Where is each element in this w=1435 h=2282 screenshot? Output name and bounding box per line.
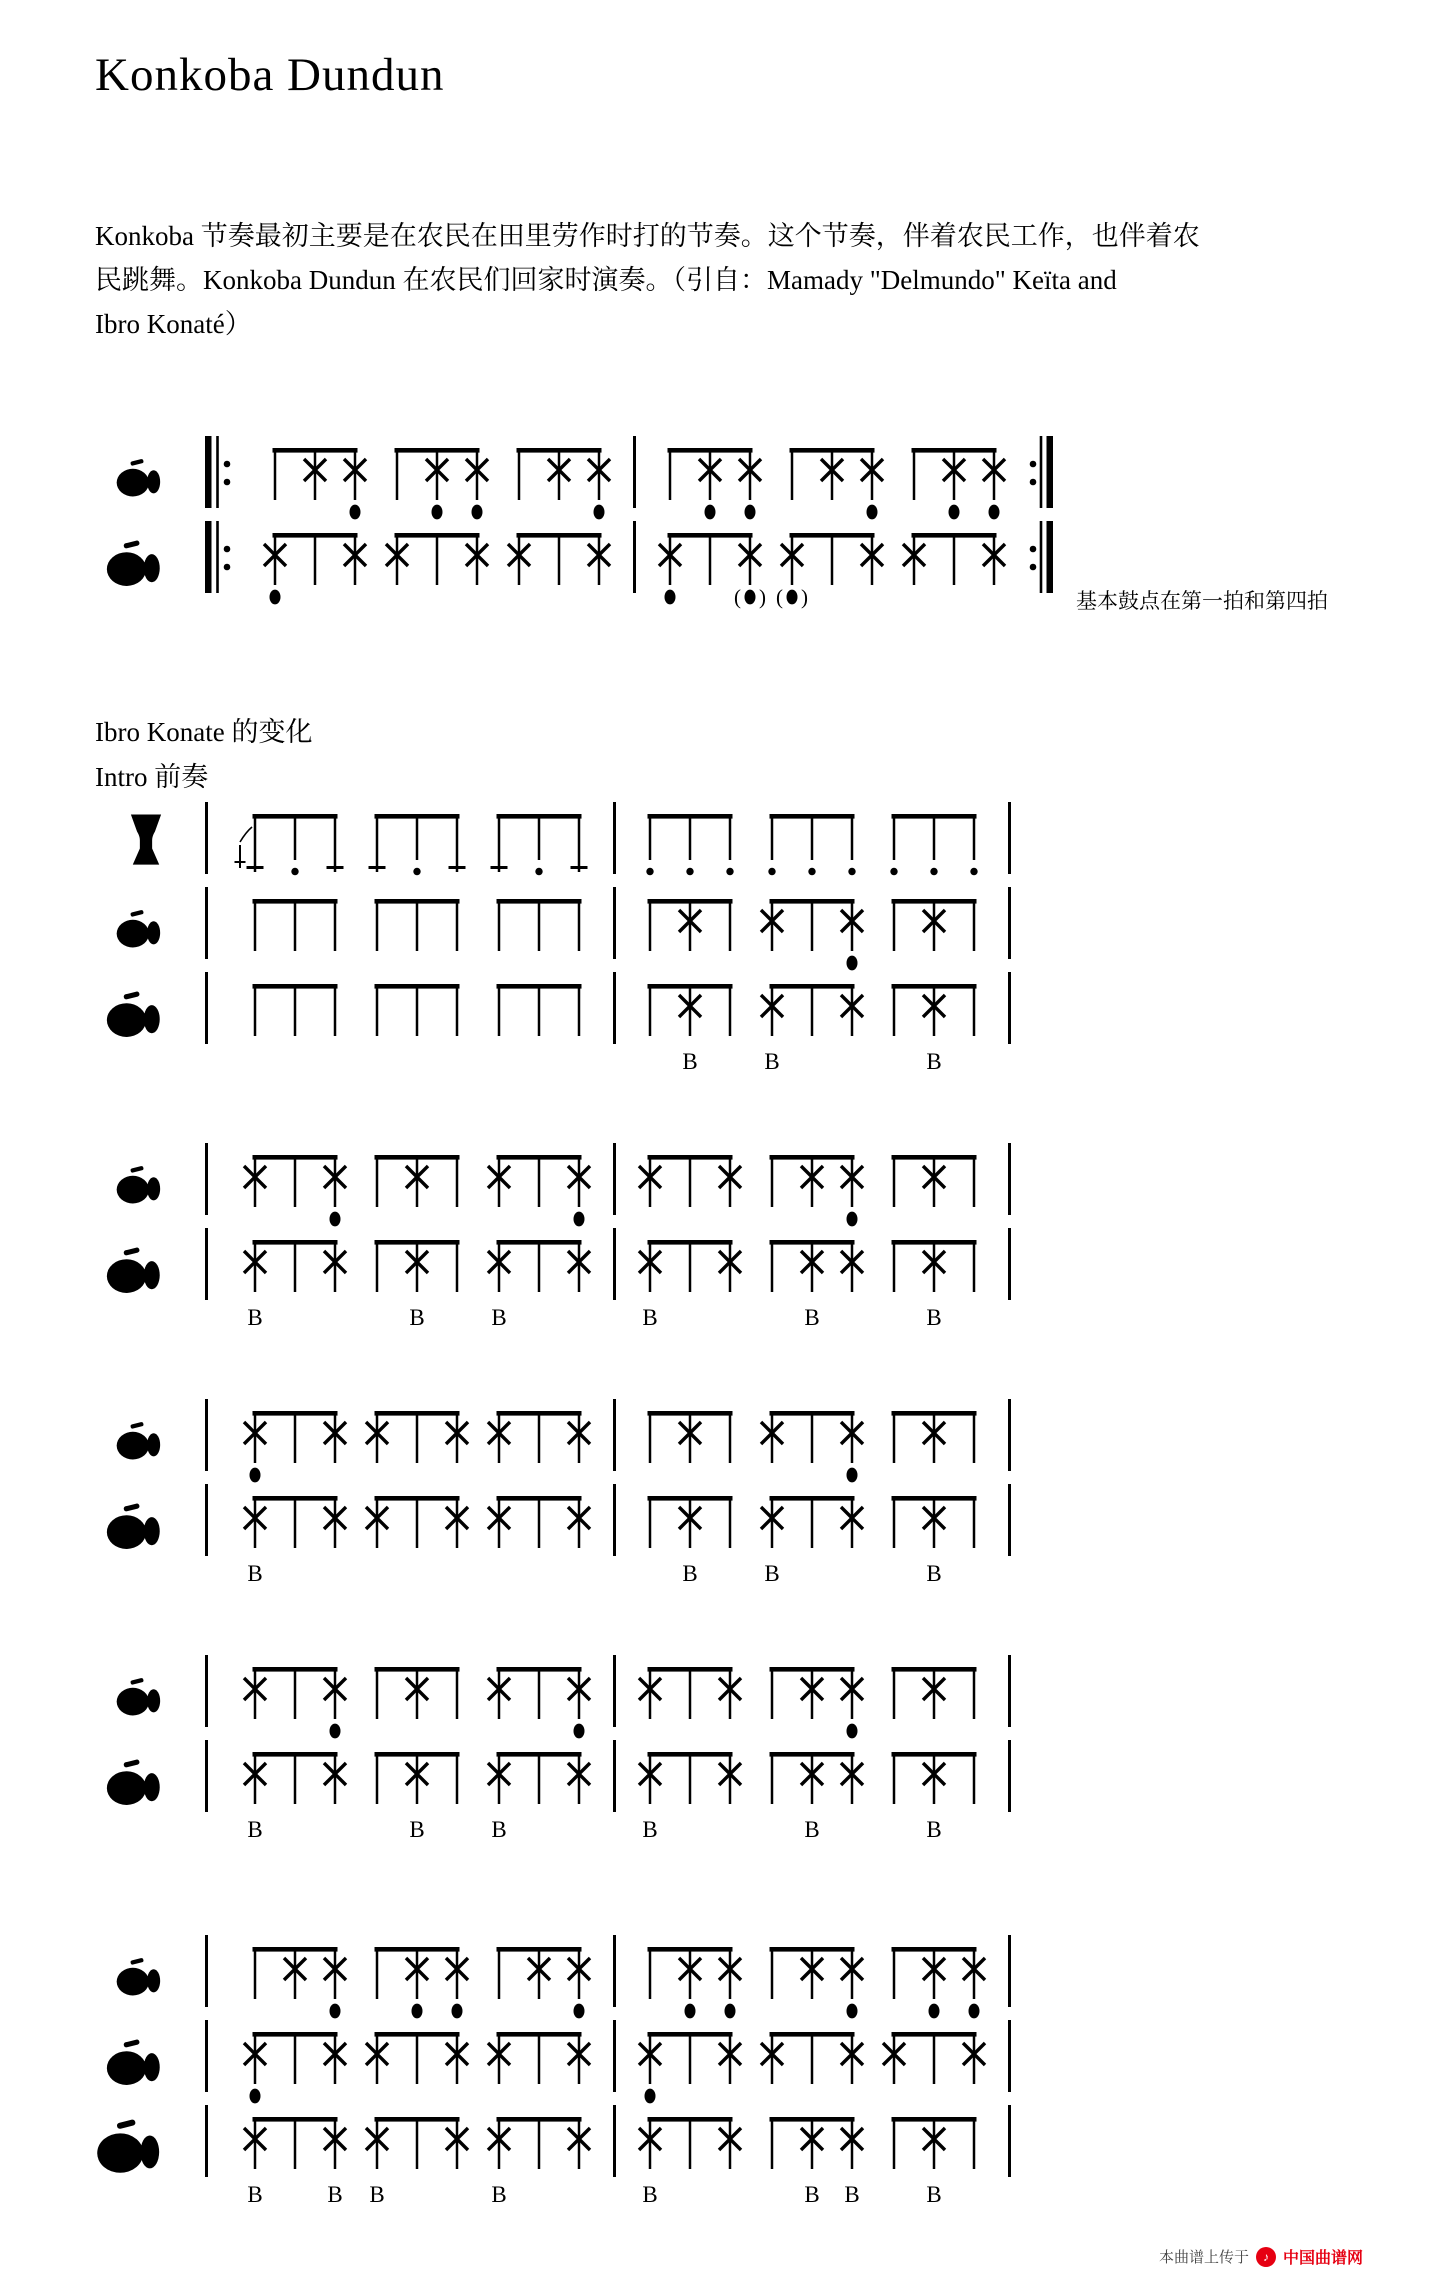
drum-icon-box bbox=[95, 1492, 205, 1551]
svg-text:B: B bbox=[327, 2182, 343, 2207]
svg-text:B: B bbox=[926, 1561, 942, 1586]
notation-line-kenkeni bbox=[95, 895, 1360, 980]
drum-icon-box bbox=[95, 1151, 205, 1205]
notation-line-kenkeni bbox=[95, 1663, 1360, 1748]
svg-text:B: B bbox=[804, 1305, 820, 1330]
rhythm-notation bbox=[205, 1151, 1020, 1236]
svg-text:B: B bbox=[804, 1817, 820, 1842]
svg-text:B: B bbox=[409, 1305, 425, 1330]
sangban-icon bbox=[105, 2038, 163, 2087]
svg-text:B: B bbox=[926, 1049, 942, 1074]
notation-line-sangban bbox=[95, 529, 1360, 614]
variation-heading: Ibro Konate 的变化 bbox=[95, 717, 313, 747]
rhythm-notation bbox=[205, 895, 1020, 980]
svg-text:B: B bbox=[682, 1049, 698, 1074]
intro-paragraph bbox=[95, 214, 1363, 346]
rhythm-notation bbox=[205, 810, 1020, 895]
paragraph-line-1: Konkoba 节奏最初主要是在农民在田里劳作时打的节奏。这个节奏，伴着农民工作，也伴着农 bbox=[95, 221, 1200, 251]
kenkeni-icon bbox=[115, 1165, 163, 1205]
rhythm-notation bbox=[205, 529, 1060, 614]
svg-text:(: ( bbox=[776, 585, 783, 609]
svg-text:B: B bbox=[247, 2182, 263, 2207]
notation-system-intro bbox=[95, 810, 1360, 1074]
svg-text:B: B bbox=[491, 1305, 507, 1330]
notation-line-sangban bbox=[95, 980, 1360, 1074]
drum-icon-box bbox=[95, 1407, 205, 1461]
page-title: Konkoba Dundun bbox=[95, 49, 445, 101]
kenkeni-icon bbox=[115, 1421, 163, 1461]
svg-text:): ) bbox=[759, 585, 766, 609]
notation-system-basic bbox=[95, 444, 1360, 614]
drum-icon-box bbox=[95, 1236, 205, 1295]
kenkeni-icon bbox=[115, 458, 163, 498]
notation-line-sangban bbox=[95, 1492, 1360, 1586]
section-headings bbox=[95, 710, 1360, 800]
svg-text:B: B bbox=[764, 1049, 780, 1074]
drum-icon-box bbox=[95, 2113, 205, 2175]
notation-line-kenkeni bbox=[95, 444, 1360, 529]
kenkeni-icon bbox=[115, 909, 163, 949]
svg-text:B: B bbox=[926, 1817, 942, 1842]
footer-site-name: 中国曲谱网 bbox=[1282, 2250, 1363, 2267]
notation-line-kenkeni bbox=[95, 1943, 1360, 2028]
sangban-icon bbox=[105, 1246, 163, 1295]
footer-upload-text: 本曲谱上传于 bbox=[1158, 2249, 1249, 2266]
notation-system-variation-3 bbox=[95, 1663, 1360, 1842]
notation-line-kenkeni bbox=[95, 1151, 1360, 1236]
rhythm-notation bbox=[205, 980, 1020, 1074]
rhythm-notation bbox=[205, 2028, 1020, 2113]
drum-icon-box bbox=[95, 2028, 205, 2087]
rhythm-notation bbox=[205, 1492, 1020, 1586]
notation-system-final bbox=[95, 1943, 1360, 2207]
paragraph-line-3: Ibro Konaté） bbox=[95, 309, 252, 339]
footer bbox=[1159, 2245, 1363, 2268]
kenkeni-icon bbox=[115, 1677, 163, 1717]
basic-pattern-annotation: 基本鼓点在第一拍和第四拍 bbox=[1076, 588, 1328, 613]
svg-text:B: B bbox=[804, 2182, 820, 2207]
svg-text:B: B bbox=[844, 2182, 860, 2207]
rhythm-notation bbox=[205, 1943, 1020, 2028]
rhythm-notation bbox=[205, 1663, 1020, 1748]
rhythm-notation bbox=[205, 1236, 1020, 1330]
rhythm-notation bbox=[205, 444, 1060, 529]
svg-text:B: B bbox=[642, 2182, 658, 2207]
notation-line-dundunba bbox=[95, 2113, 1360, 2207]
sangban-icon bbox=[105, 990, 163, 1039]
svg-text:(: ( bbox=[734, 585, 741, 609]
drum-icon-box bbox=[95, 529, 205, 588]
svg-text:B: B bbox=[247, 1305, 263, 1330]
drum-icon-box bbox=[95, 895, 205, 949]
dundunba-icon bbox=[95, 2118, 163, 2175]
svg-text:B: B bbox=[369, 2182, 385, 2207]
svg-text:B: B bbox=[491, 1817, 507, 1842]
drum-icon-box bbox=[95, 1748, 205, 1807]
svg-text:B: B bbox=[926, 2182, 942, 2207]
svg-text:B: B bbox=[642, 1817, 658, 1842]
rhythm-notation bbox=[205, 2113, 1020, 2207]
kenkeni-icon bbox=[115, 1957, 163, 1997]
rhythm-notation bbox=[205, 1407, 1020, 1492]
drum-icon-box bbox=[95, 1943, 205, 1997]
intro-heading: Intro 前奏 bbox=[95, 762, 209, 792]
notation-line-djembe bbox=[95, 810, 1360, 895]
svg-text:): ) bbox=[801, 585, 808, 609]
qupu-site-logo-icon: ♪ bbox=[1256, 2247, 1276, 2267]
svg-text:B: B bbox=[682, 1561, 698, 1586]
djembe-icon bbox=[129, 812, 163, 870]
sangban-icon bbox=[105, 539, 163, 588]
drum-icon-box bbox=[95, 810, 205, 870]
paragraph-line-2: 民跳舞。Konkoba Dundun 在农民们回家时演奏。（引自：Mamady "Delmundo" Keïta and bbox=[95, 265, 1117, 295]
svg-text:B: B bbox=[409, 1817, 425, 1842]
rhythm-notation bbox=[205, 1748, 1020, 1842]
notation-line-sangban bbox=[95, 1748, 1360, 1842]
notation-system-variation-2 bbox=[95, 1407, 1360, 1586]
drum-icon-box bbox=[95, 980, 205, 1039]
notation-system-variation-1 bbox=[95, 1151, 1360, 1330]
svg-text:B: B bbox=[247, 1561, 263, 1586]
sangban-icon bbox=[105, 1502, 163, 1551]
notation-line-sangban bbox=[95, 1236, 1360, 1330]
notation-line-kenkeni bbox=[95, 1407, 1360, 1492]
sangban-icon bbox=[105, 1758, 163, 1807]
svg-text:B: B bbox=[764, 1561, 780, 1586]
svg-text:B: B bbox=[247, 1817, 263, 1842]
svg-text:B: B bbox=[926, 1305, 942, 1330]
drum-icon-box bbox=[95, 1663, 205, 1717]
svg-text:B: B bbox=[642, 1305, 658, 1330]
svg-text:B: B bbox=[491, 2182, 507, 2207]
drum-icon-box bbox=[95, 444, 205, 498]
notation-line-sangban bbox=[95, 2028, 1360, 2113]
